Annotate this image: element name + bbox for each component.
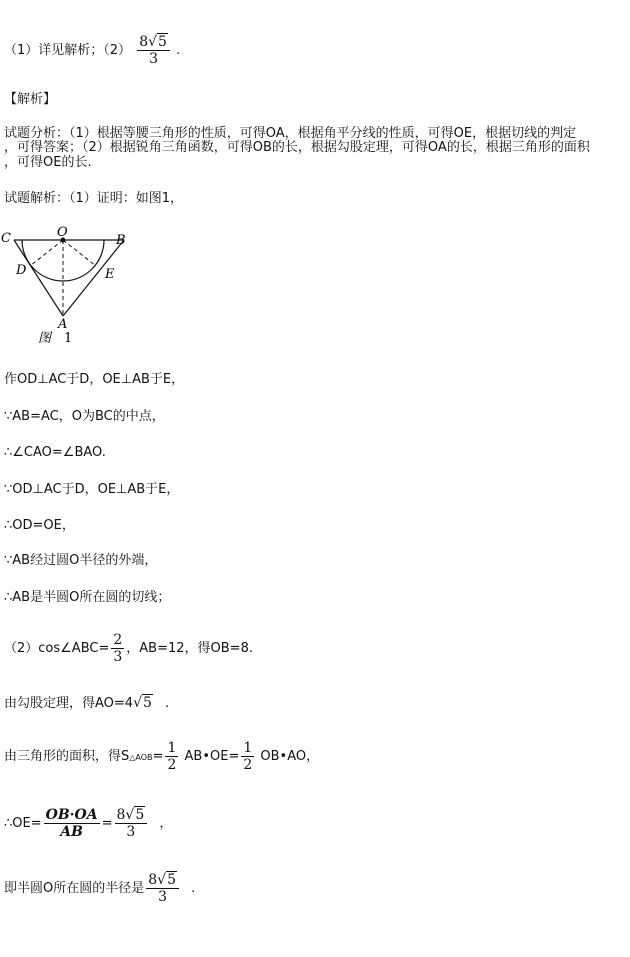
area-subscript: △AOB — [129, 753, 153, 762]
cos-fraction — [111, 632, 124, 665]
label-o: O — [57, 225, 68, 240]
conclusion-prefix: 即半圆O所在圆的半径是 — [4, 881, 145, 896]
answer-fraction: $\frac{8√5}{3}$ — [137, 34, 170, 67]
solution-intro: 试题解析：（1）证明：如图1， — [4, 191, 184, 206]
answer-radicand: 5 — [158, 34, 167, 50]
step-6: ∵AB经过圆O半径的外端， — [4, 553, 158, 568]
oe-den: AB — [60, 824, 83, 840]
area-eq: = — [152, 749, 164, 764]
label-b: B — [116, 233, 126, 248]
cos-den: 3 — [113, 649, 123, 665]
geometry-figure — [0, 224, 140, 348]
oe-res-coef: 8 — [116, 807, 126, 823]
conclusion-tail: . — [191, 881, 196, 896]
area-half-2-den: 2 — [243, 757, 253, 773]
cos-suffix: ，AB=12，得OB=8. — [126, 641, 253, 656]
segment-od — [30, 240, 63, 266]
conclusion-coef: 8 — [148, 872, 158, 888]
segment-oe — [63, 240, 96, 266]
answer-tail: . — [176, 43, 181, 58]
side-ca — [14, 240, 63, 316]
part2-cos-line — [4, 632, 253, 665]
oe-result: $\frac{8√5}{3}$ — [115, 807, 148, 840]
pythagoras-line — [4, 696, 169, 711]
conclusion-den: 3 — [158, 889, 168, 905]
step-7: ∴AB是半圆O所在圆的切线； — [4, 590, 171, 605]
label-a: A — [58, 317, 68, 332]
analysis-line-1: 试题分析：（1）根据等腰三角形的性质，可得OA，根据角平分线的性质，可得OE，根据切线的判定 — [4, 126, 577, 141]
conclusion-line — [4, 872, 195, 905]
area-prefix: 由三角形的面积，得S — [4, 749, 130, 764]
figure-caption-num: 1 — [64, 331, 73, 346]
oe-res-radicand: 5 — [135, 807, 145, 823]
section-title: 【解析】 — [4, 92, 57, 107]
conclusion-fraction: $\frac{8√5}{3}$ — [146, 872, 179, 905]
area-half-1-den: 2 — [167, 757, 177, 773]
answer-text: （1）详见解析；（2） — [4, 43, 132, 58]
area-half-1-num: 1 — [167, 740, 177, 756]
pythag-radical: √5 — [133, 695, 152, 711]
label-c: C — [1, 231, 11, 246]
step-5: ∴OD=OE， — [4, 518, 75, 533]
answer-coef: 8 — [139, 34, 149, 50]
cos-num: 2 — [113, 632, 123, 648]
step-1: 作OD⊥AC于D，OE⊥AB于E， — [4, 372, 185, 387]
step-4: ∵OD⊥AC于D，OE⊥AB于E， — [4, 482, 180, 497]
step-3: ∴∠CAO=∠BAO. — [4, 445, 106, 460]
oe-eq: = — [101, 816, 113, 831]
area-half-1 — [165, 740, 178, 773]
analysis-line-3: ，可得OE的长. — [4, 155, 92, 170]
analysis-line-2: ，可得答案；（2）根据锐角三角函数，可得OB的长，根据勾股定理，可得OA的长，根据三角形的面积 — [4, 140, 590, 155]
oe-line — [4, 807, 172, 840]
semicircle-arc — [22, 240, 104, 281]
step-2: ∵AB=AC，O为BC的中点， — [4, 409, 165, 424]
side-ba — [63, 240, 124, 316]
figure-caption-prefix: 图 — [38, 331, 52, 346]
cos-prefix: （2）cos∠ABC= — [4, 641, 110, 656]
area-tail: OB•AO， — [260, 749, 320, 764]
area-half-2-num: 1 — [243, 740, 253, 756]
oe-prefix: ∴OE= — [4, 816, 42, 831]
oe-tail: ， — [159, 816, 173, 831]
oe-res-den: 3 — [126, 824, 136, 840]
area-mid: AB•OE= — [184, 749, 240, 764]
oe-fraction — [44, 807, 100, 840]
label-e: E — [105, 267, 115, 282]
answer-den: 3 — [149, 51, 159, 67]
oe-num: OB·OA — [45, 807, 98, 823]
label-d: D — [16, 263, 27, 278]
pythag-radicand: 5 — [142, 695, 152, 711]
pythag-tail: . — [165, 696, 170, 711]
conclusion-radicand: 5 — [167, 872, 176, 888]
answer-line — [4, 34, 180, 67]
area-half-2 — [241, 740, 254, 773]
area-line — [4, 740, 319, 773]
pythag-prefix: 由勾股定理，得AO=4 — [4, 696, 134, 711]
